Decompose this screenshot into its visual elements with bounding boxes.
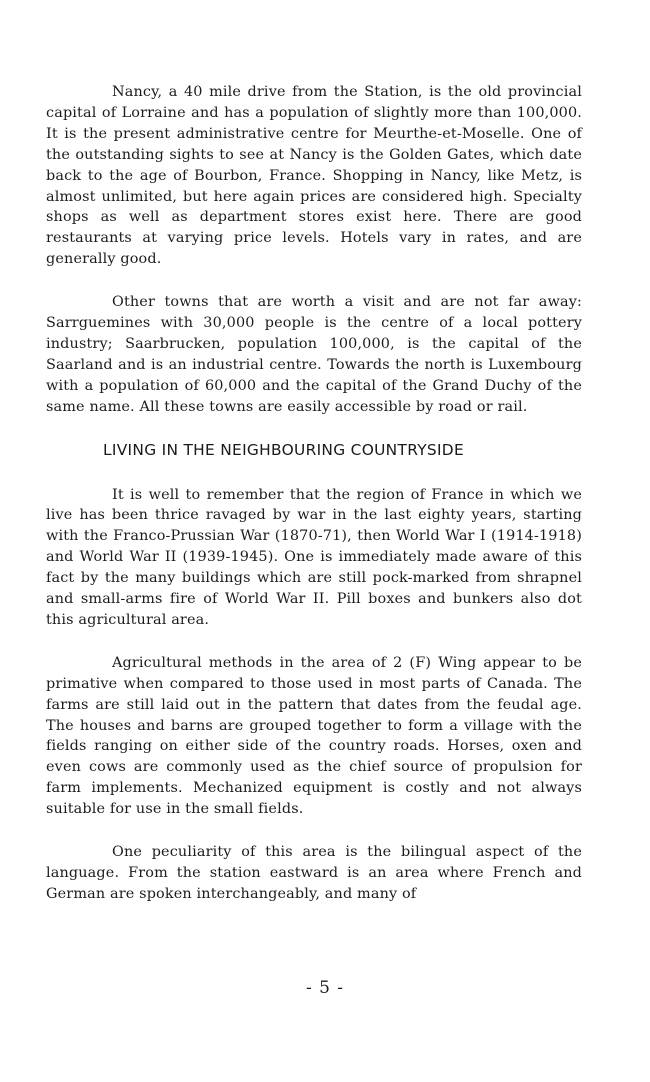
paragraph-bilingual: One peculiarity of this area is the bilingual aspect of the language. From the station eastward is an area where French and German are spoken interchangeably, and many of xyxy=(46,844,582,902)
paragraph-other-towns: Other towns that are worth a visit and are not far away: Sarrguemines with 30,000 people is the centre of a local pottery industry; Saarbrucken, population 100,000, is the capital of the Saarland and is an industrial centre. Towards the north is Luxembourg with a population of 60,000 and the capital of the Grand Duchy of the same name. All these towns are easily accessible by road or rail. xyxy=(46,294,582,415)
paragraph-nancy: Nancy, a 40 mile drive from the Station, is the old provincial capital of Lorraine and has a population of slightly more than 100,000. It is the present administrative centre for Meurthe-et-Moselle. One of the outstanding sights to see at Nancy is the Golden Gates, which date back to the age of Bourbon, France. Shopping in Nancy, like Metz, is almost unlimited, but here again prices are considered high. Specialty shops as well as department stores exist here. There are good restaurants at varying price levels. Hotels vary in rates, and are generally good. xyxy=(46,84,582,268)
section-heading: LIVING IN THE NEIGHBOURING COUNTRYSIDE xyxy=(103,440,464,459)
document-page xyxy=(46,82,582,927)
page-number: - 5 - xyxy=(305,978,345,998)
paragraph-region-war: It is well to remember that the region of France in which we live has been thrice ravaged by war in the last eighty years, starting with the Franco-Prussian War (1870-71), then World War I (1914-1918) and World War II (1939-1945). One is immediately made aware of this fact by the many buildings which are still pock-marked from shrapnel and small-arms fire of World War II. Pill boxes and bunkers also dot this agricultural area. xyxy=(46,486,582,628)
paragraph-agriculture: Agricultural methods in the area of 2 (F) Wing appear to be primative when compared to those used in most parts of Canada. The farms are still laid out in the pattern that dates from the feudal age. The houses and barns are grouped together to form a village with the fields ranging on either side of the country roads. Horses, oxen and even cows are commonly used as the chief source of propulsion for farm implements. Mechanized equipment is costly and not always suitable for use in the small fields. xyxy=(46,654,582,818)
